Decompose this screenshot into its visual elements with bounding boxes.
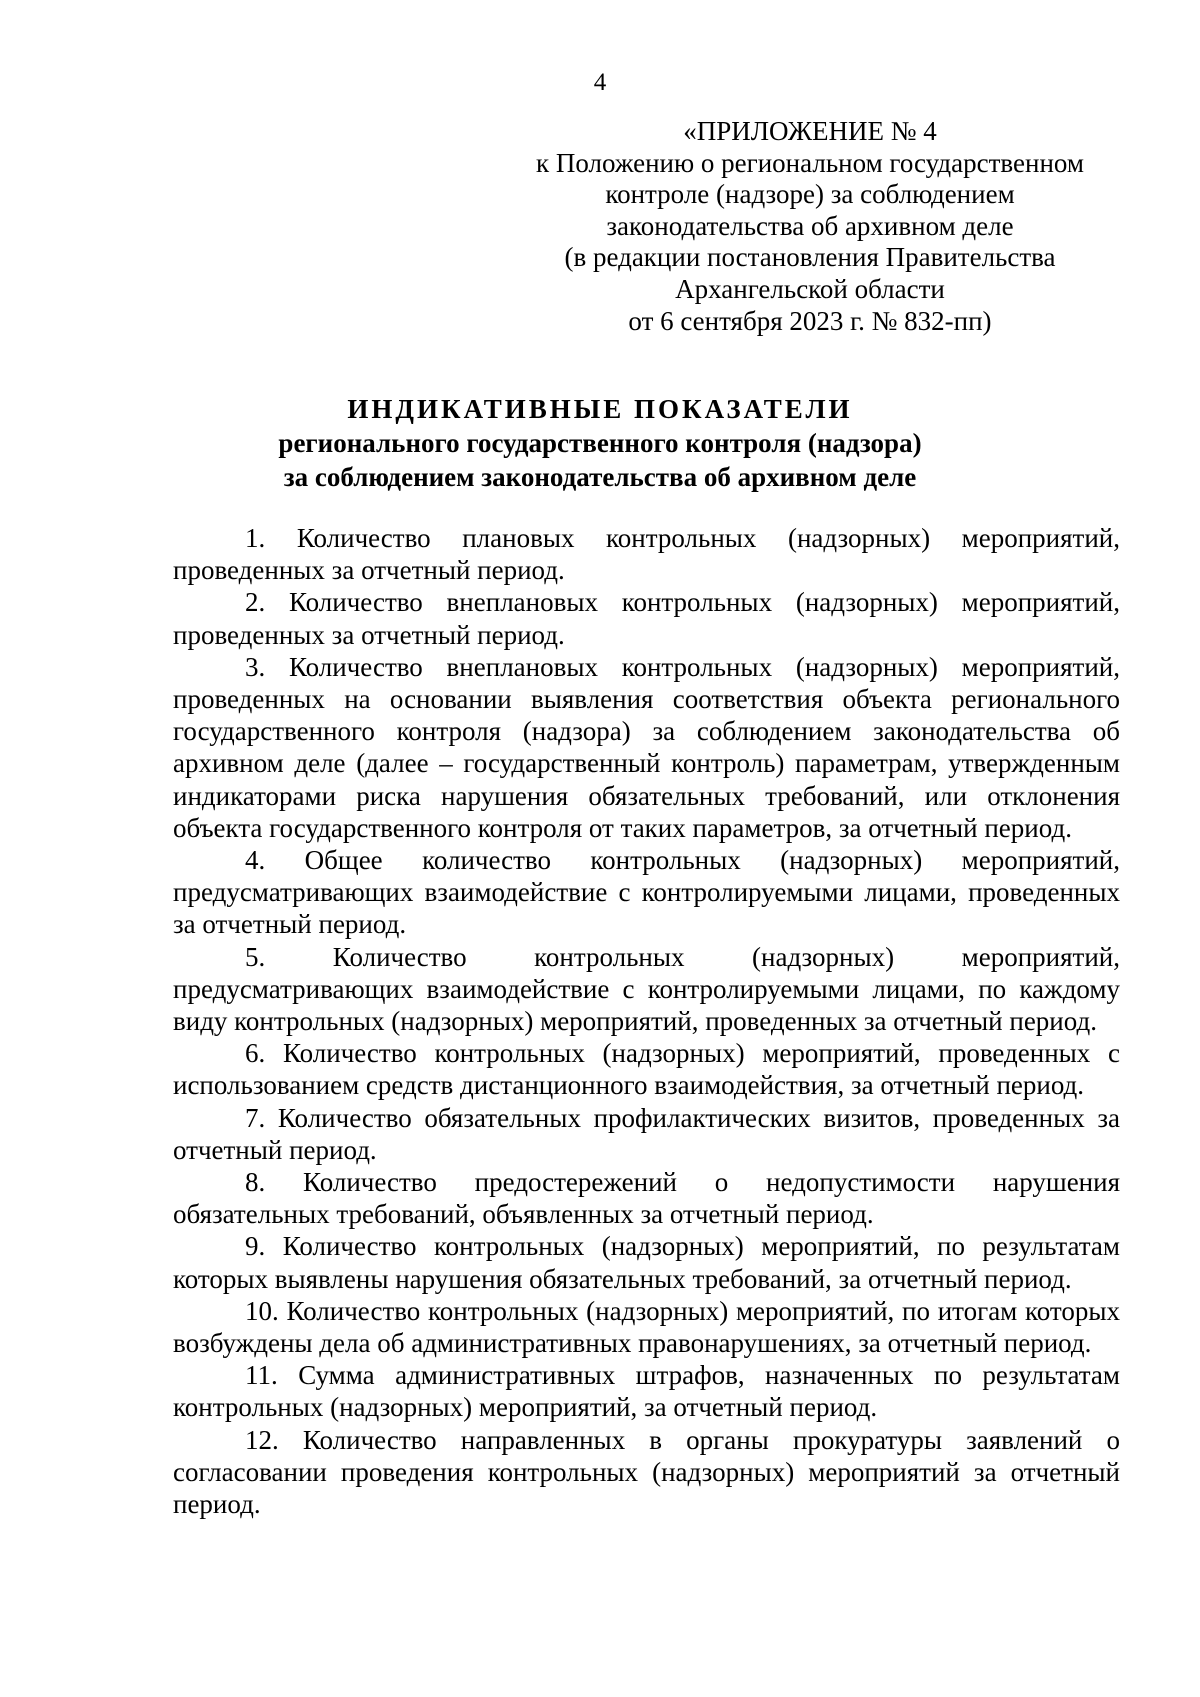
appendix-line: «ПРИЛОЖЕНИЕ № 4 (683, 116, 937, 146)
indicator-item-2: 2. Количество внеплановых контрольных (надзорных) мероприятий, проведенных за отчетный период. (173, 587, 1120, 650)
indicator-item-5: 5. Количество контрольных (надзорных) мероприятий, предусматривающих взаимодействие с контролируемыми лицами, по каждому виду контрольных (надзорных) мероприятий, проведенных за отчетный период. (173, 941, 1120, 1037)
appendix-line: от 6 сентября 2023 г. № 832-пп) (628, 305, 992, 336)
page-number: 4 (593, 69, 607, 96)
indicator-item-12: 12. Количество направленных в органы прокуратуры заявлений о согласовании проведения контрольных (надзорных) мероприятий за отчетный период. (173, 1424, 1120, 1520)
indicator-item-10: 10. Количество контрольных (надзорных) мероприятий, по итогам которых возбуждены дела об административных правонарушениях, за отчетный период. (173, 1295, 1120, 1359)
indicator-item-7: 7. Количество обязательных профилактических визитов, проведенных за отчетный период. (173, 1102, 1120, 1165)
indicator-item-11: 11. Сумма административных штрафов, назначенных по результатам контрольных (надзорных) мероприятий, за отчетный период. (173, 1360, 1120, 1423)
indicator-item-8: 8. Количество предостережений о недопустимости нарушения обязательных требований, объявленных за отчетный период. (173, 1167, 1120, 1230)
title-subtitle-line-2: за соблюдением законодательства об архивном деле (283, 462, 917, 492)
appendix-line: к Положению о региональном государственном (536, 147, 1084, 178)
appendix-line: контроле (надзоре) за соблюдением (605, 179, 1015, 210)
indicator-item-1: 1. Количество плановых контрольных (надзорных) мероприятий, проведенных за отчетный период. (173, 523, 1120, 586)
title-subtitle-line-1: регионального государственного контроля (надзора) (278, 428, 922, 458)
appendix-line: (в редакции постановления Правительства (564, 242, 1056, 273)
appendix-line: законодательства об архивном деле (606, 210, 1014, 241)
appendix-line: Архангельской области (675, 273, 945, 304)
indicator-item-6: 6. Количество контрольных (надзорных) мероприятий, проведенных с использованием средств дистанционного взаимодействия, за отчетный период. (173, 1038, 1120, 1101)
appendix-header (500, 116, 1120, 337)
indicator-item-4: 4. Общее количество контрольных (надзорных) мероприятий, предусматривающих взаимодействие с контролируемыми лицами, проведенных за отчетный период. (173, 845, 1120, 940)
title-main: ИНДИКАТИВНЫЕ ПОКАЗАТЕЛИ (347, 394, 853, 424)
indicator-list (173, 522, 1120, 1520)
indicator-item-9: 9. Количество контрольных (надзорных) мероприятий, по результатам которых выявлены нарушения обязательных требований, за отчетный период. (173, 1231, 1120, 1294)
indicator-item-3: 3. Количество внеплановых контрольных (надзорных) мероприятий, проведенных на основании выявления соответствия объекта регионального государственного контроля (надзора) за соблюдением законодательства об архивном деле (далее – государственный контроль) параметрам, утвержденным индикаторами риска нарушения обязательных требований, или отклонения объекта государственного контроля от таких параметров, за отчетный период. (173, 651, 1120, 843)
document-title (0, 392, 1200, 494)
